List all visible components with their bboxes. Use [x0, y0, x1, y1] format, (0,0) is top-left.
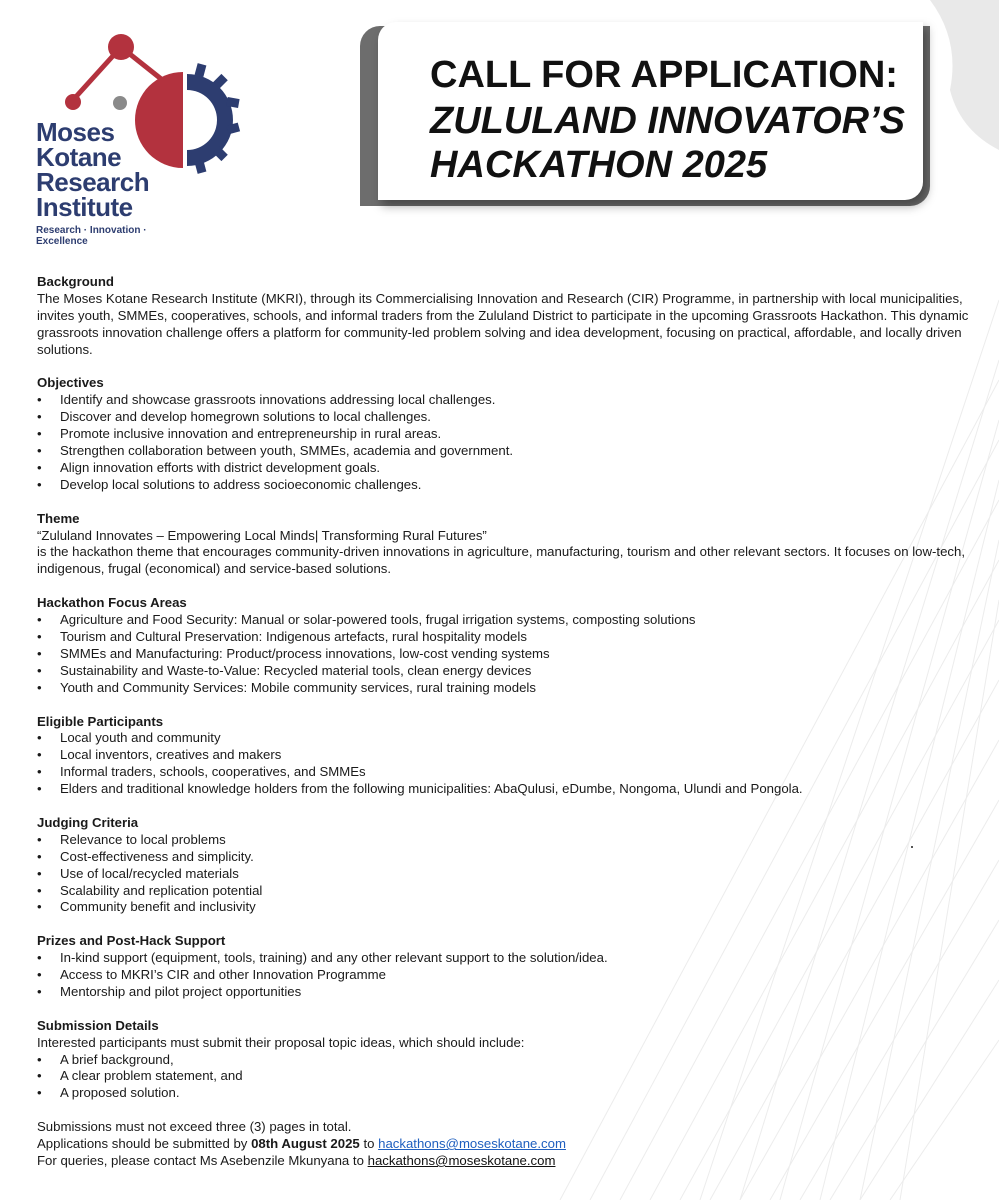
- page-title-line-2: ZULULAND INNOVATOR’S: [430, 100, 905, 142]
- list-item: • Use of local/recycled materials: [37, 866, 972, 883]
- list-item: • Cost-effectiveness and simplicity.: [37, 849, 972, 866]
- list-item: • Community benefit and inclusivity: [37, 899, 972, 916]
- section-heading: Objectives: [37, 375, 104, 391]
- logo-name-line: Institute: [36, 192, 133, 222]
- eligible-list: [37, 730, 972, 798]
- list-item: • Agriculture and Food Security: Manual or solar-powered tools, frugal irrigation systems, composting solutions: [37, 612, 972, 629]
- document-body: [37, 274, 972, 1170]
- list-item: • Relevance to local problems: [37, 832, 972, 849]
- section-submission-details: [37, 1018, 972, 1103]
- focus-areas-list: [37, 612, 972, 697]
- list-item: • Sustainability and Waste-to-Value: Recycled material tools, clean energy devices: [37, 663, 972, 680]
- section-theme: [37, 511, 972, 579]
- list-item: • A brief background,: [37, 1052, 972, 1069]
- logo-name-line: Research: [36, 167, 150, 197]
- deadline-line: [37, 1136, 972, 1153]
- submission-list: [37, 1052, 972, 1103]
- logo-name-line: Kotane: [36, 142, 122, 172]
- section-background: [37, 274, 972, 359]
- section-heading: Judging Criteria: [37, 814, 139, 830]
- deadline-prefix: Applications should be submitted by: [37, 1136, 252, 1152]
- page-title-line-3: HACKATHON 2025: [430, 144, 768, 186]
- page-title-line-1: CALL FOR APPLICATION:: [430, 54, 898, 96]
- list-item: • Elders and traditional knowledge holders from the following municipalities: AbaQulusi, eDumbe, Nongoma, Ulundi and Pongola.: [37, 781, 972, 798]
- title-card: [378, 22, 923, 200]
- page-limit-note: Submissions must not exceed three (3) pages in total.: [37, 1119, 352, 1135]
- list-item: • Tourism and Cultural Preservation: Indigenous artefacts, rural hospitality models: [37, 629, 972, 646]
- theme-quote: “Zululand Innovates – Empowering Local Minds| Transforming Rural Futures”: [37, 527, 487, 543]
- section-prizes: [37, 933, 972, 1001]
- list-item: • SMMEs and Manufacturing: Product/process innovations, low-cost vending systems: [37, 646, 972, 663]
- submission-email-link[interactable]: hackathons@moseskotane.com: [378, 1136, 566, 1152]
- objectives-list: [37, 392, 972, 493]
- section-heading: Prizes and Post-Hack Support: [37, 933, 226, 949]
- list-item: • Scalability and replication potential: [37, 883, 972, 900]
- list-item: • Align innovation efforts with district development goals.: [37, 460, 972, 477]
- list-item: • In-kind support (equipment, tools, training) and any other relevant support to the solution/idea.: [37, 950, 972, 967]
- section-objectives: [37, 375, 972, 493]
- list-item: • A proposed solution.: [37, 1085, 972, 1102]
- logo-tagline: [36, 225, 147, 247]
- submission-footer: [37, 1119, 972, 1170]
- tagline-line: Excellence: [36, 236, 88, 247]
- list-item: • Access to MKRI’s CIR and other Innovation Programme: [37, 967, 972, 984]
- prizes-list: [37, 950, 972, 1001]
- list-item: • Identify and showcase grassroots innovations addressing local challenges.: [37, 392, 972, 409]
- section-heading: Background: [37, 274, 114, 289]
- section-focus-areas: [37, 595, 972, 696]
- list-item: • Informal traders, schools, cooperatives, and SMMEs: [37, 764, 972, 781]
- list-item: • Develop local solutions to address socioeconomic challenges.: [37, 477, 972, 494]
- section-heading: Eligible Participants: [37, 713, 164, 729]
- deadline-date: 08th August 2025: [251, 1136, 360, 1152]
- section-eligible-participants: [37, 714, 972, 799]
- list-item: • Youth and Community Services: Mobile community services, rural training models: [37, 680, 972, 697]
- logo-wordmark: [36, 117, 150, 222]
- list-item: • A clear problem statement, and: [37, 1068, 972, 1085]
- deadline-to: to: [359, 1136, 379, 1152]
- section-heading: Hackathon Focus Areas: [37, 595, 187, 611]
- judging-list: [37, 832, 972, 917]
- theme-paragraph: is the hackathon theme that encourages community-driven innovations in agriculture, manufacturing, tourism and other relevant sectors. It focuses on low-tech, indigenous, frugal (economical) and service-based solutions.: [37, 544, 965, 577]
- section-heading: Theme: [37, 510, 80, 526]
- list-item: • Discover and develop homegrown solutions to local challenges.: [37, 409, 972, 426]
- list-item: • Strengthen collaboration between youth, SMMEs, academia and government.: [37, 443, 972, 460]
- logo-name-line: Moses: [36, 117, 115, 147]
- query-line: [37, 1153, 972, 1170]
- list-item: • Mentorship and pilot project opportunities: [37, 984, 972, 1001]
- tagline-line: Research · Innovation ·: [36, 225, 147, 236]
- list-item: • Promote inclusive innovation and entrepreneurship in rural areas.: [37, 426, 972, 443]
- query-email-link[interactable]: hackathons@moseskotane.com: [367, 1153, 556, 1168]
- submission-intro: Interested participants must submit their proposal topic ideas, which should include:: [37, 1034, 525, 1050]
- background-paragraph: The Moses Kotane Research Institute (MKRI), through its Commercialising Innovation and Research (CIR) Programme, in partnership with local municipalities, invites youth, SMMEs, cooperatives, schools, and informal traders from the Zululand District to participate in the upcoming Grassroots Hackathon. This dynamic grassroots innovation challenge offers a platform for community-led problem solving and idea development, focusing on practical, affordable, and locally driven solutions.: [37, 290, 969, 357]
- list-item: • Local inventors, creatives and makers: [37, 747, 972, 764]
- section-judging-criteria: [37, 815, 972, 916]
- list-item: • Local youth and community: [37, 730, 972, 747]
- query-prefix: For queries, please contact Ms Asebenzile Mkunyana to: [37, 1153, 368, 1168]
- section-heading: Submission Details: [37, 1017, 159, 1033]
